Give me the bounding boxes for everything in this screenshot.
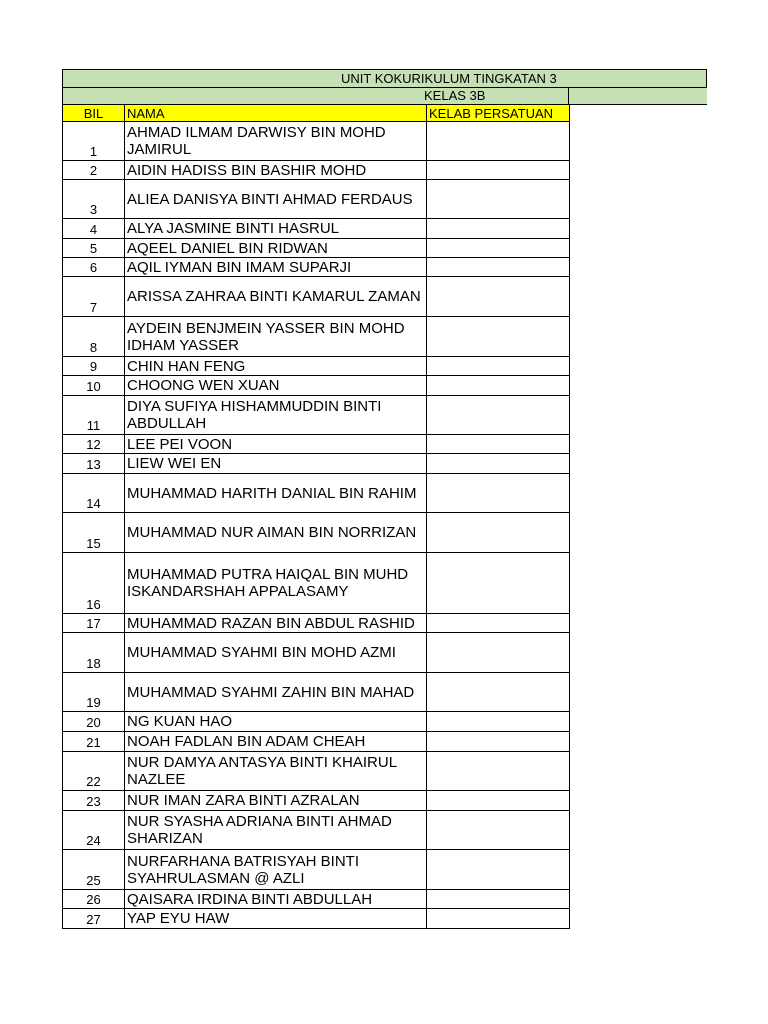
bil-cell: 27	[63, 909, 125, 929]
table-row	[63, 732, 570, 752]
table-row	[63, 317, 570, 357]
bil-cell: 12	[63, 435, 125, 454]
column-header-kelab: KELAB PERSATUAN	[427, 105, 570, 122]
kelab-cell[interactable]	[427, 180, 570, 219]
table-row	[63, 712, 570, 732]
unit-title: UNIT KOKURIKULUM TINGKATAN 3	[341, 71, 557, 86]
kelab-cell[interactable]	[427, 357, 570, 376]
table-row	[63, 811, 570, 850]
column-header-row	[63, 105, 570, 122]
bil-cell: 9	[63, 357, 125, 376]
table-row	[63, 180, 570, 219]
table-row	[63, 435, 570, 454]
table-row	[63, 553, 570, 614]
name-cell: ALIEA DANISYA BINTI AHMAD FERDAUS	[125, 180, 427, 219]
name-cell: NOAH FADLAN BIN ADAM CHEAH	[125, 732, 427, 752]
name-cell: MUHAMMAD PUTRA HAIQAL BIN MUHD ISKANDARSHAH APPALASAMY	[125, 553, 427, 614]
kelab-cell[interactable]	[427, 122, 570, 161]
student-table	[62, 104, 570, 929]
table-row	[63, 850, 570, 890]
bil-cell: 11	[63, 396, 125, 435]
bil-cell: 8	[63, 317, 125, 357]
table-row	[63, 122, 570, 161]
kelab-cell[interactable]	[427, 752, 570, 791]
name-cell: MUHAMMAD NUR AIMAN BIN NORRIZAN	[125, 513, 427, 553]
name-cell: NUR SYASHA ADRIANA BINTI AHMAD SHARIZAN	[125, 811, 427, 850]
kelab-cell[interactable]	[427, 277, 570, 317]
name-cell: CHIN HAN FENG	[125, 357, 427, 376]
table-row	[63, 396, 570, 435]
table-row	[63, 277, 570, 317]
name-cell: AIDIN HADISS BIN BASHIR MOHD	[125, 161, 427, 180]
column-header-bil: BIL	[63, 105, 125, 122]
bil-cell: 5	[63, 239, 125, 258]
name-cell: AQEEL DANIEL BIN RIDWAN	[125, 239, 427, 258]
bil-cell: 14	[63, 474, 125, 513]
kelab-cell[interactable]	[427, 258, 570, 277]
bil-cell: 16	[63, 553, 125, 614]
bil-cell: 13	[63, 454, 125, 474]
table-row	[63, 752, 570, 791]
table-row	[63, 890, 570, 909]
kelab-cell[interactable]	[427, 890, 570, 909]
kelab-cell[interactable]	[427, 435, 570, 454]
bil-cell: 21	[63, 732, 125, 752]
bil-cell: 3	[63, 180, 125, 219]
bil-cell: 18	[63, 633, 125, 673]
table-row	[63, 219, 570, 239]
name-cell: MUHAMMAD SYAHMI BIN MOHD AZMI	[125, 633, 427, 673]
table-row	[63, 454, 570, 474]
kelab-cell[interactable]	[427, 513, 570, 553]
table-row	[63, 513, 570, 553]
name-cell: AQIL IYMAN BIN IMAM SUPARJI	[125, 258, 427, 277]
name-cell: QAISARA IRDINA BINTI ABDULLAH	[125, 890, 427, 909]
table-row	[63, 376, 570, 396]
name-cell: ALYA JASMINE BINTI HASRUL	[125, 219, 427, 239]
name-cell: LEE PEI VOON	[125, 435, 427, 454]
kelab-cell[interactable]	[427, 633, 570, 673]
kelab-cell[interactable]	[427, 454, 570, 474]
student-rows	[63, 122, 570, 929]
name-cell: CHOONG WEN XUAN	[125, 376, 427, 396]
kelab-cell[interactable]	[427, 673, 570, 712]
bil-cell: 25	[63, 850, 125, 890]
kelab-cell[interactable]	[427, 712, 570, 732]
bil-cell: 20	[63, 712, 125, 732]
kelab-cell[interactable]	[427, 161, 570, 180]
table-row	[63, 614, 570, 633]
name-cell: NG KUAN HAO	[125, 712, 427, 732]
bil-cell: 26	[63, 890, 125, 909]
kelab-cell[interactable]	[427, 239, 570, 258]
kelab-cell[interactable]	[427, 376, 570, 396]
bil-cell: 15	[63, 513, 125, 553]
name-cell: ARISSA ZAHRAA BINTI KAMARUL ZAMAN	[125, 277, 427, 317]
kelab-cell[interactable]	[427, 396, 570, 435]
grid-line	[568, 87, 569, 105]
bil-cell: 22	[63, 752, 125, 791]
name-cell: MUHAMMAD RAZAN BIN ABDUL RASHID	[125, 614, 427, 633]
table-row	[63, 791, 570, 811]
table-row	[63, 673, 570, 712]
table-row	[63, 474, 570, 513]
kelab-cell[interactable]	[427, 553, 570, 614]
table-row	[63, 633, 570, 673]
name-cell: LIEW WEI EN	[125, 454, 427, 474]
bil-cell: 4	[63, 219, 125, 239]
kelab-cell[interactable]	[427, 317, 570, 357]
table-row	[63, 161, 570, 180]
name-cell: NUR IMAN ZARA BINTI AZRALAN	[125, 791, 427, 811]
bil-cell: 24	[63, 811, 125, 850]
bil-cell: 10	[63, 376, 125, 396]
kelab-cell[interactable]	[427, 811, 570, 850]
class-band	[62, 87, 707, 105]
name-cell: MUHAMMAD SYAHMI ZAHIN BIN MAHAD	[125, 673, 427, 712]
name-cell: NURFARHANA BATRISYAH BINTI SYAHRULASMAN @ AZLI	[125, 850, 427, 890]
table-row	[63, 258, 570, 277]
name-cell: YAP EYU HAW	[125, 909, 427, 929]
bil-cell: 6	[63, 258, 125, 277]
bil-cell: 17	[63, 614, 125, 633]
table-row	[63, 239, 570, 258]
table-row	[63, 909, 570, 929]
name-cell: AHMAD ILMAM DARWISY BIN MOHD JAMIRUL	[125, 122, 427, 161]
kelab-cell[interactable]	[427, 219, 570, 239]
kelab-cell[interactable]	[427, 732, 570, 752]
column-header-nama: NAMA	[125, 105, 427, 122]
bil-cell: 23	[63, 791, 125, 811]
bil-cell: 1	[63, 122, 125, 161]
kelab-cell[interactable]	[427, 850, 570, 890]
name-cell: NUR DAMYA ANTASYA BINTI KHAIRUL NAZLEE	[125, 752, 427, 791]
kelab-cell[interactable]	[427, 909, 570, 929]
bil-cell: 7	[63, 277, 125, 317]
bil-cell: 19	[63, 673, 125, 712]
table-row	[63, 357, 570, 376]
name-cell: MUHAMMAD HARITH DANIAL BIN RAHIM	[125, 474, 427, 513]
name-cell: AYDEIN BENJMEIN YASSER BIN MOHD IDHAM YASSER	[125, 317, 427, 357]
kelab-cell[interactable]	[427, 614, 570, 633]
kelab-cell[interactable]	[427, 474, 570, 513]
class-name: KELAS 3B	[424, 88, 486, 103]
kelab-cell[interactable]	[427, 791, 570, 811]
bil-cell: 2	[63, 161, 125, 180]
name-cell: DIYA SUFIYA HISHAMMUDDIN BINTI ABDULLAH	[125, 396, 427, 435]
